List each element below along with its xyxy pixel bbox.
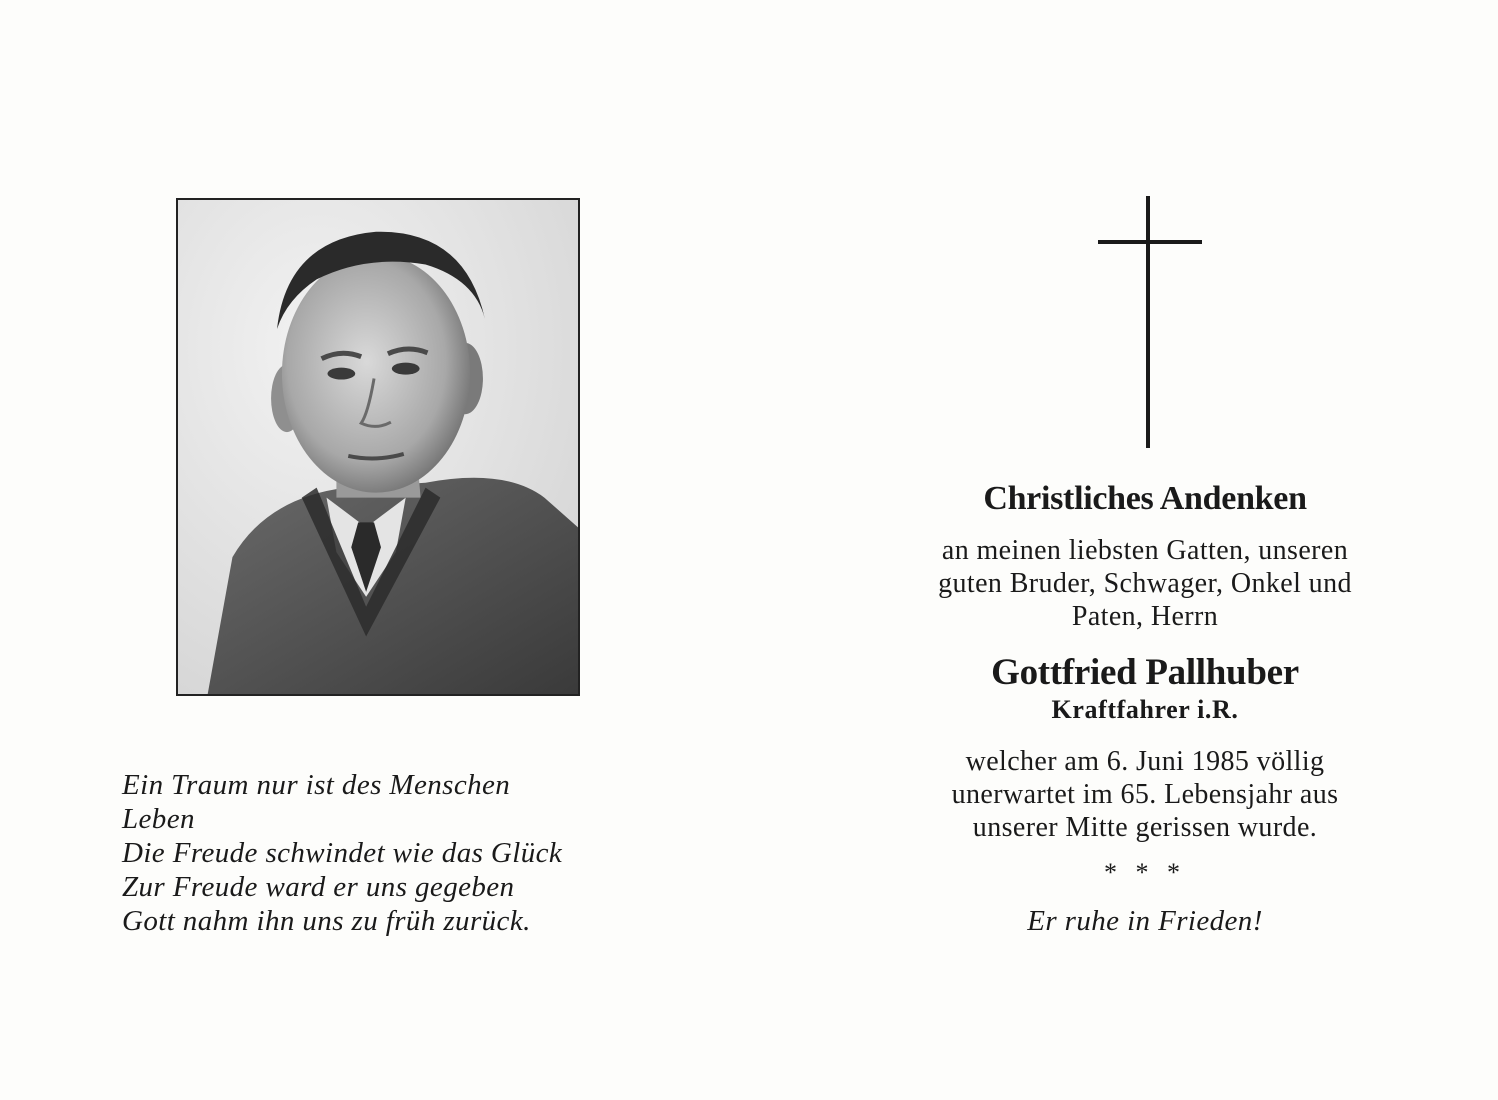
intro-line: guten Bruder, Schwager, Onkel und — [938, 568, 1352, 599]
intro-line: Paten, Herrn — [1071, 601, 1219, 632]
separator-stars: * * * — [1104, 858, 1186, 887]
poem-line: Ein Traum nur ist des Menschen — [122, 769, 511, 801]
death-line: unerwartet im 65. Lebensjahr aus — [951, 779, 1339, 810]
death-notice — [860, 745, 1430, 844]
memorial-poem — [122, 768, 682, 938]
intro-text — [860, 534, 1430, 633]
poem-line: Gott nahm ihn uns zu früh zurück. — [122, 905, 531, 937]
card-heading: Christliches Andenken — [983, 480, 1307, 517]
death-line: unserer Mitte gerissen wurde. — [972, 812, 1318, 843]
closing-blessing: Er ruhe in Frieden! — [1027, 905, 1263, 937]
deceased-occupation: Kraftfahrer i.R. — [1051, 695, 1239, 724]
poem-line: Zur Freude ward er uns gegeben — [122, 871, 515, 903]
deceased-name: Gottfried Pallhuber — [991, 652, 1299, 693]
memorial-text — [860, 478, 1430, 938]
poem-line: Leben — [122, 803, 195, 835]
intro-line: an meinen liebsten Gatten, unseren — [941, 535, 1349, 566]
portrait-illustration — [178, 200, 578, 694]
portrait-photo — [176, 198, 580, 696]
cross-icon — [1098, 196, 1202, 448]
poem-line: Die Freude schwindet wie das Glück — [122, 837, 563, 869]
death-line: welcher am 6. Juni 1985 völlig — [965, 746, 1325, 777]
